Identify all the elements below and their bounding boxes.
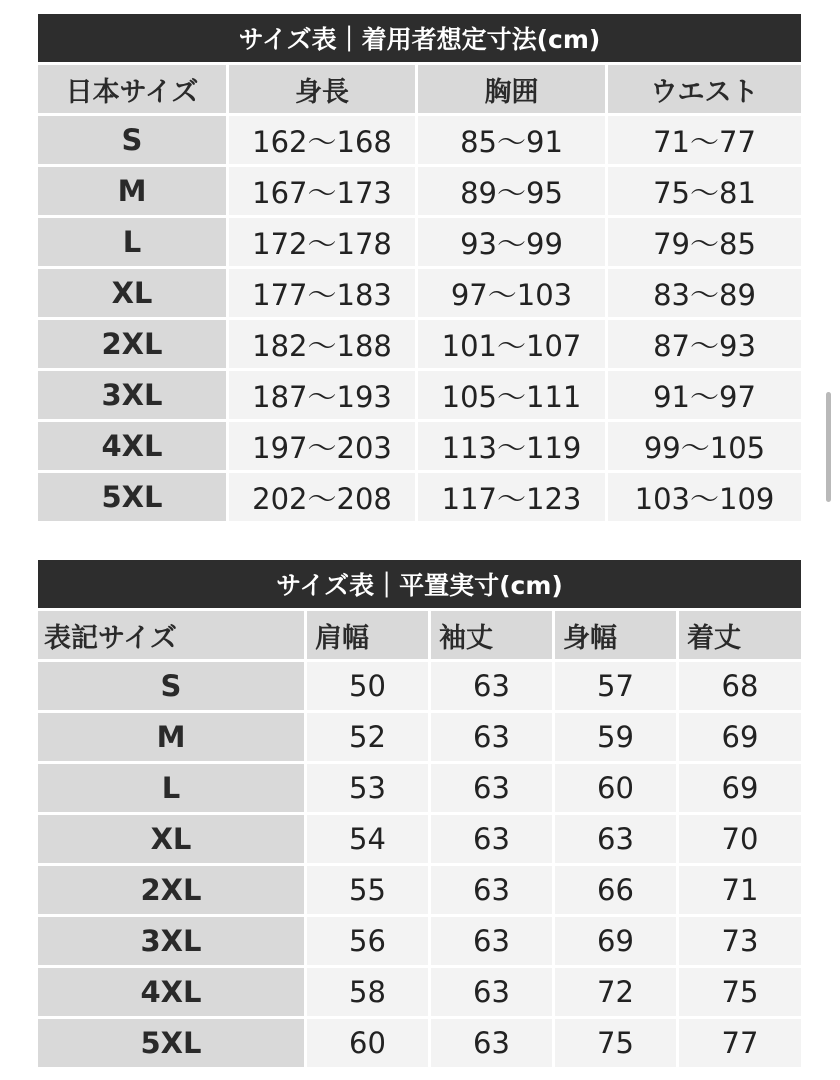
waist-value: 83〜89 <box>608 269 801 317</box>
table-row <box>38 968 801 1016</box>
size-label: S <box>38 662 304 710</box>
size-label: XL <box>38 815 304 863</box>
shoulder-value: 56 <box>307 917 428 965</box>
waist-value: 79〜85 <box>608 218 801 266</box>
table-row <box>38 1019 801 1067</box>
table-header-row <box>38 611 801 659</box>
size-label: 4XL <box>38 422 226 470</box>
chest-value: 85〜91 <box>418 116 605 164</box>
height-value: 202〜208 <box>229 473 415 521</box>
length-value: 69 <box>679 764 801 812</box>
size-label: 3XL <box>38 917 304 965</box>
table-title: サイズ表｜着用者想定寸法(cm) <box>38 14 801 62</box>
body-width-value: 57 <box>555 662 676 710</box>
size-table-flat <box>38 560 801 1070</box>
sleeve-value: 63 <box>431 764 552 812</box>
scrollbar-thumb[interactable] <box>826 392 831 502</box>
header-height: 身長 <box>229 65 415 113</box>
table-row <box>38 269 801 317</box>
table-header-row <box>38 65 801 113</box>
length-value: 77 <box>679 1019 801 1067</box>
table-row <box>38 473 801 521</box>
waist-value: 75〜81 <box>608 167 801 215</box>
body-width-value: 63 <box>555 815 676 863</box>
body-width-value: 60 <box>555 764 676 812</box>
shoulder-value: 60 <box>307 1019 428 1067</box>
size-table-worn <box>38 14 801 524</box>
sleeve-value: 63 <box>431 968 552 1016</box>
sleeve-value: 63 <box>431 1019 552 1067</box>
chest-value: 117〜123 <box>418 473 605 521</box>
header-waist: ウエスト <box>608 65 801 113</box>
header-length: 着丈 <box>679 611 801 659</box>
chest-value: 101〜107 <box>418 320 605 368</box>
size-label: 3XL <box>38 371 226 419</box>
table-row <box>38 764 801 812</box>
waist-value: 87〜93 <box>608 320 801 368</box>
length-value: 71 <box>679 866 801 914</box>
waist-value: 91〜97 <box>608 371 801 419</box>
body-width-value: 69 <box>555 917 676 965</box>
chest-value: 97〜103 <box>418 269 605 317</box>
height-value: 167〜173 <box>229 167 415 215</box>
shoulder-value: 52 <box>307 713 428 761</box>
size-label: 4XL <box>38 968 304 1016</box>
chest-value: 89〜95 <box>418 167 605 215</box>
chest-value: 105〜111 <box>418 371 605 419</box>
shoulder-value: 58 <box>307 968 428 1016</box>
size-label: XL <box>38 269 226 317</box>
length-value: 68 <box>679 662 801 710</box>
size-label: 5XL <box>38 1019 304 1067</box>
table-row <box>38 917 801 965</box>
waist-value: 99〜105 <box>608 422 801 470</box>
shoulder-value: 54 <box>307 815 428 863</box>
chest-value: 113〜119 <box>418 422 605 470</box>
size-label: S <box>38 116 226 164</box>
sleeve-value: 63 <box>431 662 552 710</box>
header-japan-size: 日本サイズ <box>38 65 226 113</box>
table-row <box>38 218 801 266</box>
height-value: 187〜193 <box>229 371 415 419</box>
body-width-value: 75 <box>555 1019 676 1067</box>
chest-value: 93〜99 <box>418 218 605 266</box>
size-label: M <box>38 713 304 761</box>
body-width-value: 72 <box>555 968 676 1016</box>
table-row <box>38 866 801 914</box>
height-value: 197〜203 <box>229 422 415 470</box>
size-label: 5XL <box>38 473 226 521</box>
header-sleeve: 袖丈 <box>431 611 552 659</box>
waist-value: 71〜77 <box>608 116 801 164</box>
sleeve-value: 63 <box>431 866 552 914</box>
sleeve-value: 63 <box>431 713 552 761</box>
size-label: L <box>38 764 304 812</box>
size-label: 2XL <box>38 320 226 368</box>
shoulder-value: 53 <box>307 764 428 812</box>
body-width-value: 59 <box>555 713 676 761</box>
length-value: 75 <box>679 968 801 1016</box>
table-row <box>38 815 801 863</box>
header-shoulder: 肩幅 <box>307 611 428 659</box>
table-row <box>38 320 801 368</box>
table-row <box>38 371 801 419</box>
length-value: 69 <box>679 713 801 761</box>
table-title: サイズ表｜平置実寸(cm) <box>38 560 801 608</box>
header-chest: 胸囲 <box>418 65 605 113</box>
sleeve-value: 63 <box>431 917 552 965</box>
size-label: L <box>38 218 226 266</box>
table-row <box>38 116 801 164</box>
length-value: 70 <box>679 815 801 863</box>
body-width-value: 66 <box>555 866 676 914</box>
height-value: 177〜183 <box>229 269 415 317</box>
shoulder-value: 55 <box>307 866 428 914</box>
sleeve-value: 63 <box>431 815 552 863</box>
size-label: 2XL <box>38 866 304 914</box>
waist-value: 103〜109 <box>608 473 801 521</box>
height-value: 182〜188 <box>229 320 415 368</box>
height-value: 162〜168 <box>229 116 415 164</box>
header-body-width: 身幅 <box>555 611 676 659</box>
table-row <box>38 167 801 215</box>
size-label: M <box>38 167 226 215</box>
header-label-size: 表記サイズ <box>38 611 304 659</box>
shoulder-value: 50 <box>307 662 428 710</box>
length-value: 73 <box>679 917 801 965</box>
table-row <box>38 422 801 470</box>
height-value: 172〜178 <box>229 218 415 266</box>
table-row <box>38 713 801 761</box>
table-row <box>38 662 801 710</box>
